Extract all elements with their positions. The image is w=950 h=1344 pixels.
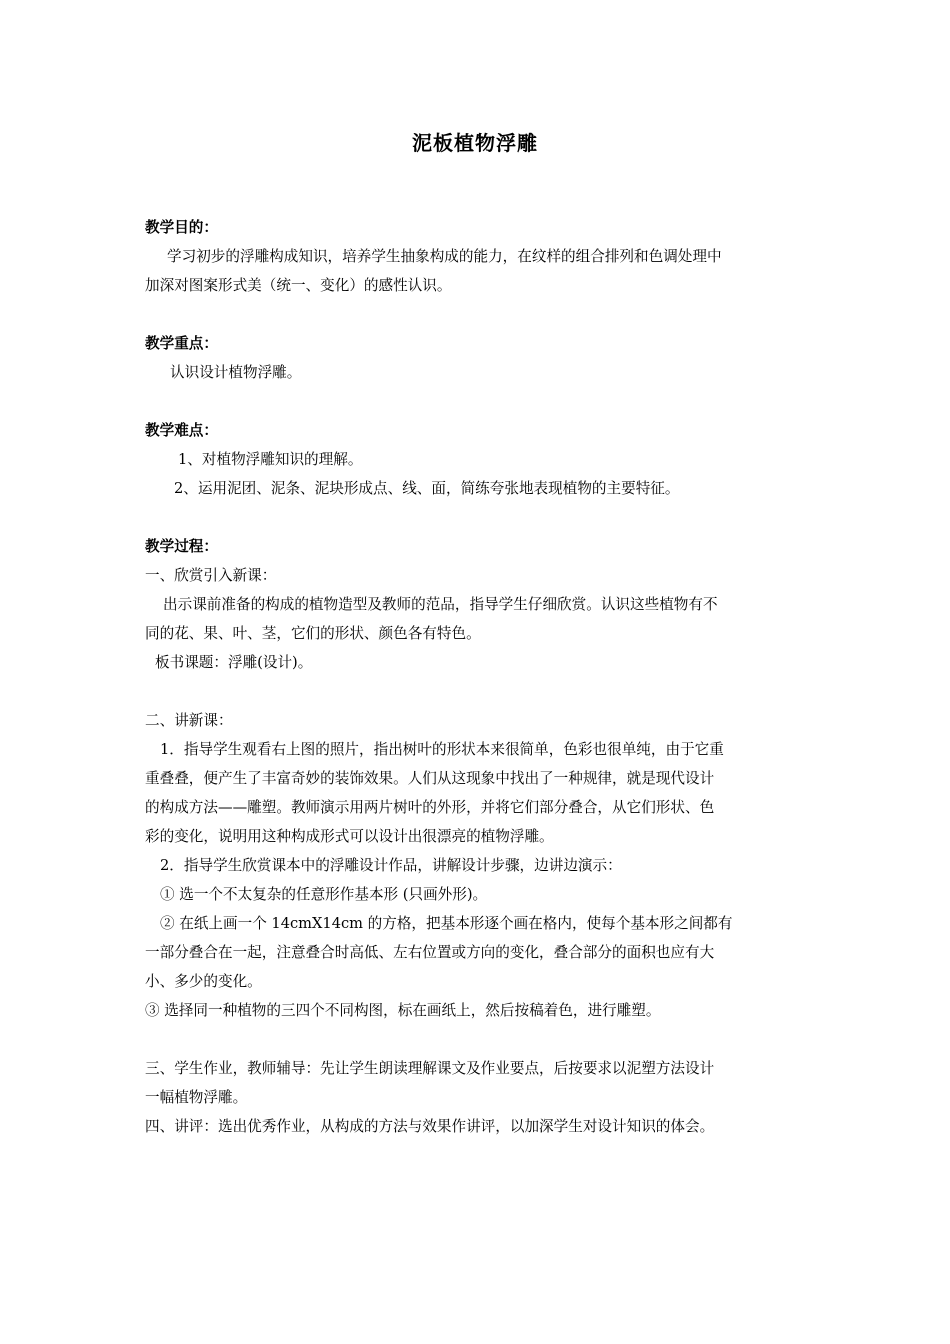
- key-point-line: 认识设计植物浮雕。: [170, 364, 302, 381]
- key-point-heading: 教学重点：: [145, 335, 218, 352]
- process-part2-line: 小、多少的变化。: [145, 973, 262, 990]
- process-part2-title: 二、讲新课：: [145, 712, 233, 729]
- difficulty-line: 1、对植物浮雕知识的理解。: [178, 451, 363, 468]
- document-title: 泥板植物浮雕: [412, 131, 538, 155]
- document-body: [145, 213, 807, 1141]
- process-heading: 教学过程：: [145, 538, 218, 555]
- difficulty-heading: 教学难点：: [145, 422, 218, 439]
- process-part3-line: 一幅植物浮雕。: [145, 1089, 248, 1106]
- process-part1-line: 出示课前准备的构成的植物造型及教师的范品，指导学生仔细欣赏。认识这些植物有不: [163, 596, 718, 613]
- paragraph-gap: [145, 387, 807, 416]
- paragraph-gap: [145, 677, 807, 706]
- process-part2-line: 重叠叠，便产生了丰富奇妙的装饰效果。人们从这现象中找出了一种规律，就是现代设计: [145, 770, 715, 787]
- process-part2-line: 一部分叠合在一起，注意叠合时高低、左右位置或方向的变化，叠合部分的面积也应有大: [145, 944, 715, 961]
- paragraph-gap: [145, 1025, 807, 1054]
- process-part2-step: ① 选一个不太复杂的任意形作基本形 (只画外形)。: [160, 886, 488, 903]
- objective-heading: 教学目的：: [145, 219, 218, 236]
- process-part3-line: 三、学生作业，教师辅导：先让学生朗读理解课文及作业要点，后按要求以泥塑方法设计: [145, 1060, 715, 1077]
- paragraph-gap: [145, 503, 807, 532]
- process-part2-line: 彩的变化，说明用这种构成形式可以设计出很漂亮的植物浮雕。: [145, 828, 554, 845]
- process-part4-line: 四、讲评：选出优秀作业，从构成的方法与效果作讲评，以加深学生对设计知识的体会。: [145, 1118, 715, 1135]
- objective-line: 加深对图案形式美（统一、变化）的感性认识。: [145, 277, 452, 294]
- process-part1-title: 一、欣赏引入新课：: [145, 567, 277, 584]
- difficulty-line: 2、运用泥团、泥条、泥块形成点、线、面，简练夸张地表现植物的主要特征。: [174, 480, 680, 497]
- objective-line: 学习初步的浮雕构成知识，培养学生抽象构成的能力，在纹样的组合排列和色调处理中: [167, 248, 722, 265]
- process-part2-step: ② 在纸上画一个 14cmX14cm 的方格，把基本形逐个画在格内，使每个基本形之间都有: [160, 915, 733, 932]
- paragraph-gap: [145, 300, 807, 329]
- process-part2-line: 的构成方法——雕塑。教师演示用两片树叶的外形，并将它们部分叠合，从它们形状、色: [145, 799, 715, 816]
- process-part2-line: 2．指导学生欣赏课本中的浮雕设计作品，讲解设计步骤，边讲边演示：: [160, 857, 622, 874]
- process-part1-line: 板书课题：浮雕(设计)。: [155, 654, 313, 671]
- process-part1-line: 同的花、果、叶、茎，它们的形状、颜色各有特色。: [145, 625, 481, 642]
- process-part2-line: 1．指导学生观看右上图的照片，指出树叶的形状本来很简单，色彩也很单纯，由于它重: [160, 741, 724, 758]
- process-part2-step: ③ 选择同一种植物的三四个不同构图，标在画纸上，然后按稿着色，进行雕塑。: [145, 1002, 661, 1019]
